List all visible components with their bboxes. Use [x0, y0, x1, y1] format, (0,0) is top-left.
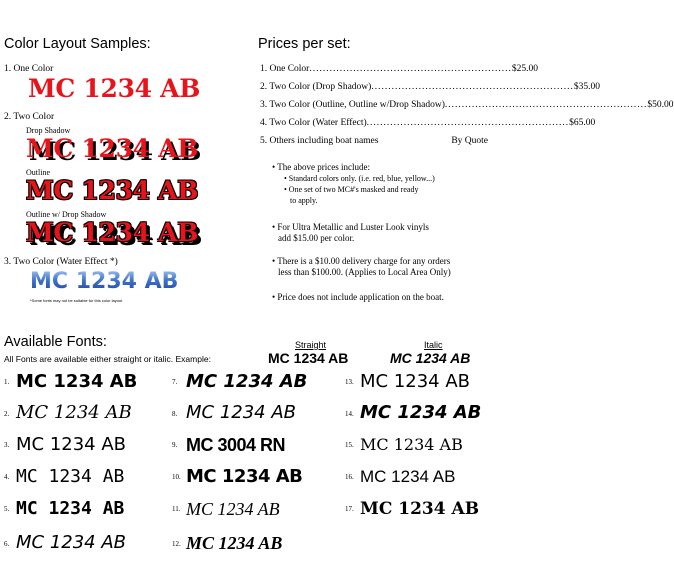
price-row-4: 4. Two Color (Water Effect) ............................................................ $65.00 [260, 118, 596, 128]
font-11-sample: MC 1234 AB [186, 499, 280, 519]
font-6-number: 6. [4, 540, 10, 548]
font-7-number: 7. [172, 378, 178, 386]
example-italic: MC 1234 AB [390, 350, 471, 366]
font-7-sample: MC 1234 AB [186, 371, 308, 392]
font-16-number: 16. [345, 473, 354, 481]
font-14-sample: MC 1234 AB [360, 402, 482, 423]
straight-label: Straight [295, 340, 327, 350]
water-effect-plate: MC 1234 AB [30, 269, 179, 294]
drop-shadow-plate: MC 1234 AB [26, 134, 199, 163]
font-17-number: 17. [345, 505, 354, 513]
font-5-sample: MC 1234 AB [16, 498, 125, 519]
price-row-1: 1. One Color ............................................................ $25.00 [260, 64, 538, 74]
font-6-sample: MC 1234 AB [16, 532, 127, 553]
font-8-number: 8. [172, 410, 178, 418]
font-4-sample: MC 1234 AB [16, 466, 125, 487]
fonts-subtitle: All Fonts are available either straight or italic. Example: [4, 354, 211, 364]
font-2-number: 2. [4, 410, 10, 418]
font-1-sample: MC 1234 AB [16, 371, 138, 392]
font-13-number: 13. [345, 378, 354, 386]
note-vinyl-2: add $15.00 per color. [278, 233, 355, 243]
note-apply: to apply. [290, 196, 318, 205]
font-3-sample: MC 1234 AB [16, 434, 127, 455]
price-row-2: 2. Two Color (Drop Shadow) ............................................................ $35.00 [260, 82, 600, 92]
price-row-3: 3. Two Color (Outline, Outline w/Drop Shadow) ............................................................ $50.00 [260, 100, 674, 110]
note-standard-colors: • Standard colors only. (i.e. red, blue, yellow...) [284, 174, 435, 183]
font-2-sample: MC 1234 AB [16, 402, 132, 423]
sample-2-label: 2. Two Color [4, 112, 55, 122]
note-includes: • The above prices include: [272, 162, 370, 172]
outline-shadow-plate: MC 1234 AB [26, 218, 199, 247]
font-17-sample: MC 1234 AB [360, 499, 480, 519]
example-straight: MC 1234 AB [268, 350, 349, 366]
prices-title: Prices per set: [258, 36, 351, 52]
sample-3-label: 3. Two Color (Water Effect *) [4, 257, 118, 267]
font-12-sample: MC 1234 AB [186, 533, 283, 553]
outline-shadow-label: Outline w/ Drop Shadow [26, 210, 107, 219]
drop-shadow-label: Drop Shadow [26, 126, 71, 135]
font-9-sample: MC 3004 RN [186, 435, 286, 455]
font-8-sample: MC 1234 AB [186, 402, 297, 423]
font-1-number: 1. [4, 378, 10, 386]
font-10-sample: MC 1234 AB [186, 466, 303, 487]
font-3-number: 3. [4, 441, 10, 449]
outline-label: Outline [26, 168, 50, 177]
sample-1-label: 1. One Color [4, 64, 54, 74]
font-10-number: 10. [172, 473, 181, 481]
font-9-number: 9. [172, 441, 178, 449]
note-application: • Price does not include application on the boat. [272, 292, 444, 302]
font-15-number: 15. [345, 441, 354, 449]
font-14-number: 14. [345, 410, 354, 418]
sample-1-plate: MC 1234 AB [28, 74, 201, 103]
fonts-title: Available Fonts: [4, 334, 107, 350]
note-delivery-2: less than $100.00. (Applies to Local Area Only) [278, 267, 451, 277]
outline-plate: MC 1234 AB [26, 176, 199, 205]
font-5-number: 5. [4, 505, 10, 513]
water-effect-footnote: *Some fonts may not be suitable for this color layout [30, 298, 123, 303]
font-12-number: 12. [172, 540, 181, 548]
note-delivery: • There is a $10.00 delivery charge for any orders [272, 256, 451, 266]
price-row-5: 5. Others including boat names By Quote [260, 136, 488, 146]
font-13-sample: MC 1234 AB [360, 371, 471, 392]
font-11-number: 11. [172, 505, 181, 513]
font-4-number: 4. [4, 473, 10, 481]
note-vinyl: • For Ultra Metallic and Luster Look vinyls [272, 222, 429, 232]
note-mc-set: • One set of two MC#'s masked and ready [284, 185, 419, 194]
font-15-sample: MC 1234 AB [360, 435, 463, 454]
font-16-sample: MC 1234 AB [360, 467, 456, 486]
italic-label: Italic [424, 340, 443, 350]
layout-samples-title: Color Layout Samples: [4, 36, 151, 52]
